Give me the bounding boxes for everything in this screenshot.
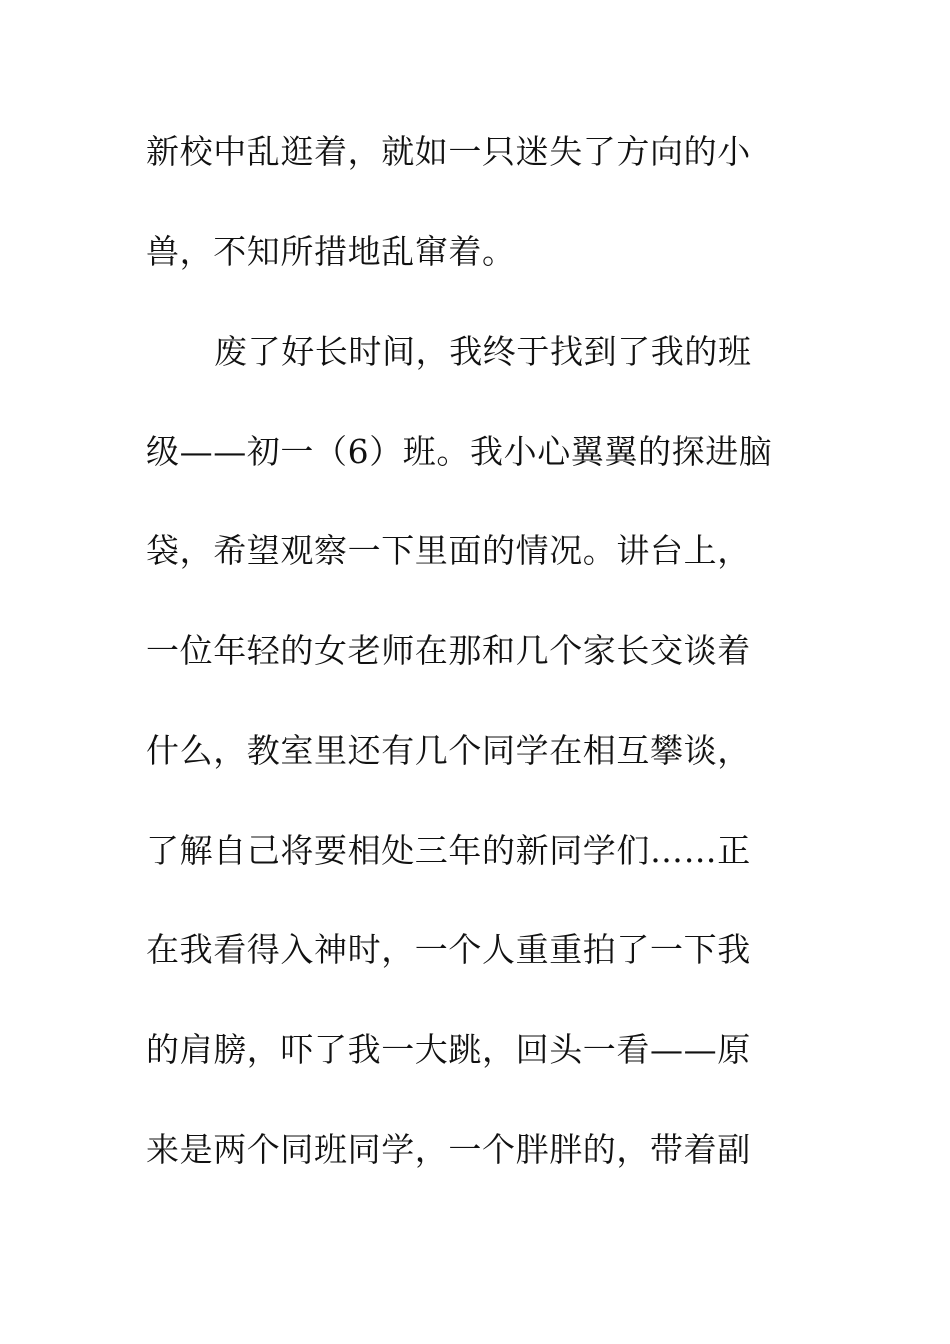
- text-line: 袋，希望观察一下里面的情况。讲台上，: [146, 531, 751, 570]
- text-line: 级——初一（6）班。我小心翼翼的探进脑: [146, 432, 773, 471]
- text-line: 什么，教室里还有几个同学在相互攀谈，: [146, 731, 751, 770]
- text-line: 了解自己将要相处三年的新同学们……正: [146, 831, 751, 870]
- paragraph-start-line: 废了好长时间，我终于找到了我的班: [214, 332, 752, 371]
- text-line: 新校中乱逛着，就如一只迷失了方向的小: [146, 132, 751, 171]
- text-line: 兽，不知所措地乱窜着。: [146, 232, 516, 271]
- text-line: 一位年轻的女老师在那和几个家长交谈着: [146, 631, 751, 670]
- text-line: 在我看得入神时，一个人重重拍了一下我: [146, 930, 751, 969]
- text-line: 的肩膀，吓了我一大跳，回头一看——原: [146, 1030, 751, 1069]
- text-line: 来是两个同班同学，一个胖胖的，带着副: [146, 1130, 751, 1169]
